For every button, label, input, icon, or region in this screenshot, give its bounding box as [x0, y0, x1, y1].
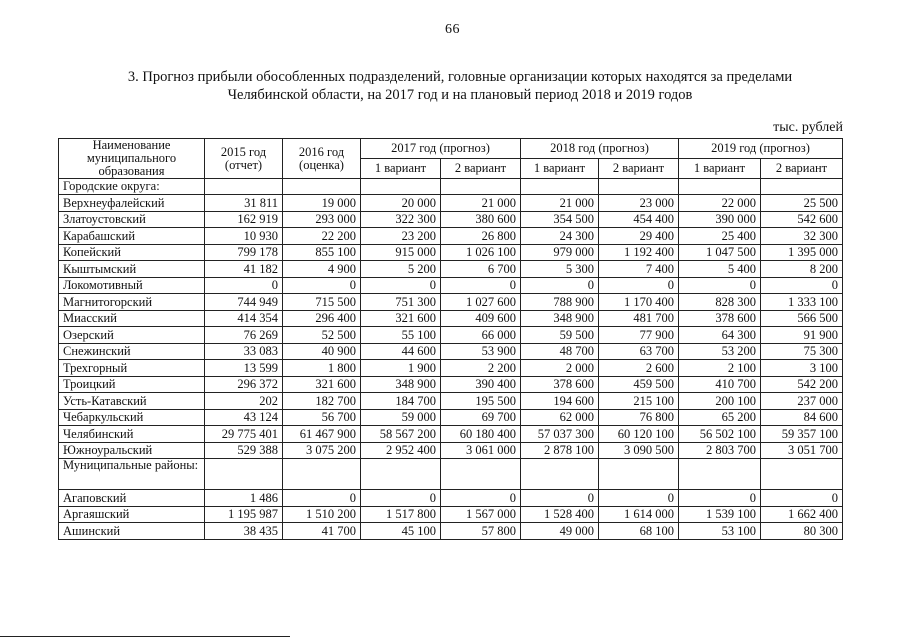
row-value-cell: 76 269: [205, 327, 283, 344]
header-2019-variant-2: 2 вариант: [761, 159, 843, 179]
row-value-cell: 75 300: [761, 343, 843, 360]
row-value-cell: 33 083: [205, 343, 283, 360]
row-value-cell: 66 000: [441, 327, 521, 344]
row-value-cell: 348 900: [361, 376, 441, 393]
row-value-cell: 84 600: [761, 409, 843, 426]
row-value-cell: 1 170 400: [599, 294, 679, 311]
header-2017-variant-1: 1 вариант: [361, 159, 441, 179]
title-line-1: 3. Прогноз прибыли обособленных подразделений, головные организации которых находятся за пределами: [127, 69, 793, 85]
table-row: [59, 211, 843, 228]
row-value-cell: 76 800: [599, 409, 679, 426]
row-name-cell: Копейский: [59, 244, 205, 261]
row-value-cell: 979 000: [521, 244, 599, 261]
row-value-cell: 53 100: [679, 523, 761, 540]
row-value-cell: 59 000: [361, 409, 441, 426]
row-value-cell: 43 124: [205, 409, 283, 426]
row-value-cell: 0: [441, 277, 521, 294]
row-value-cell: 1 486: [205, 490, 283, 507]
row-value-cell: 237 000: [761, 393, 843, 410]
row-name-cell: Челябинский: [59, 426, 205, 443]
row-value-cell: 31 811: [205, 195, 283, 212]
row-value-cell: 1 333 100: [761, 294, 843, 311]
row-value-cell: 48 700: [521, 343, 599, 360]
row-value-cell: 25 400: [679, 228, 761, 245]
row-value-cell: 2 878 100: [521, 442, 599, 459]
row-value-cell: 1 510 200: [283, 506, 361, 523]
row-value-cell: 0: [521, 490, 599, 507]
row-value-cell: 744 949: [205, 294, 283, 311]
row-value-cell: 3 100: [761, 360, 843, 377]
empty-cell: [599, 459, 679, 490]
row-value-cell: 0: [361, 490, 441, 507]
row-value-cell: 55 100: [361, 327, 441, 344]
row-value-cell: 52 500: [283, 327, 361, 344]
row-value-cell: 454 400: [599, 211, 679, 228]
row-value-cell: 63 700: [599, 343, 679, 360]
row-value-cell: 296 372: [205, 376, 283, 393]
row-value-cell: 293 000: [283, 211, 361, 228]
row-name-cell: Локомотивный: [59, 277, 205, 294]
row-value-cell: 0: [441, 490, 521, 507]
section-row-cities: [59, 179, 843, 195]
row-value-cell: 1 614 000: [599, 506, 679, 523]
row-name-cell: Озерский: [59, 327, 205, 344]
row-value-cell: 1 800: [283, 360, 361, 377]
row-value-cell: 6 700: [441, 261, 521, 278]
row-value-cell: 2 803 700: [679, 442, 761, 459]
row-value-cell: 202: [205, 393, 283, 410]
row-value-cell: 529 388: [205, 442, 283, 459]
row-value-cell: 788 900: [521, 294, 599, 311]
empty-cell: [521, 459, 599, 490]
row-name-cell: Кыштымский: [59, 261, 205, 278]
row-value-cell: 53 900: [441, 343, 521, 360]
row-value-cell: 322 300: [361, 211, 441, 228]
header-2019-variant-1: 1 вариант: [679, 159, 761, 179]
header-2018-variant-1: 1 вариант: [521, 159, 599, 179]
row-value-cell: 22 000: [679, 195, 761, 212]
row-value-cell: 0: [283, 490, 361, 507]
header-name: Наименование муниципального образования: [59, 139, 205, 179]
row-name-cell: Карабашский: [59, 228, 205, 245]
empty-cell: [205, 459, 283, 490]
row-value-cell: 4 900: [283, 261, 361, 278]
row-value-cell: 57 800: [441, 523, 521, 540]
row-value-cell: 0: [521, 277, 599, 294]
row-value-cell: 22 200: [283, 228, 361, 245]
table-row: [59, 261, 843, 278]
row-value-cell: 61 467 900: [283, 426, 361, 443]
row-value-cell: 1 662 400: [761, 506, 843, 523]
row-value-cell: 45 100: [361, 523, 441, 540]
row-value-cell: 1 195 987: [205, 506, 283, 523]
row-value-cell: 0: [205, 277, 283, 294]
row-value-cell: 0: [679, 277, 761, 294]
row-name-cell: Агаповский: [59, 490, 205, 507]
row-value-cell: 59 500: [521, 327, 599, 344]
row-value-cell: 3 090 500: [599, 442, 679, 459]
table-row: [59, 409, 843, 426]
section-row-districts: [59, 459, 843, 490]
row-value-cell: 409 600: [441, 310, 521, 327]
row-value-cell: 5 300: [521, 261, 599, 278]
table-row: [59, 360, 843, 377]
row-value-cell: 24 300: [521, 228, 599, 245]
title-line-2: Челябинской области, на 2017 год и на плановый период 2018 и 2019 годов: [227, 87, 693, 103]
table-row: [59, 376, 843, 393]
row-name-cell: Чебаркульский: [59, 409, 205, 426]
row-value-cell: 459 500: [599, 376, 679, 393]
header-2018-variant-2: 2 вариант: [599, 159, 679, 179]
row-value-cell: 56 700: [283, 409, 361, 426]
row-value-cell: 2 200: [441, 360, 521, 377]
row-name-cell: Южноуральский: [59, 442, 205, 459]
header-2015: 2015 год (отчет): [205, 139, 283, 179]
row-value-cell: 19 000: [283, 195, 361, 212]
row-value-cell: 1 047 500: [679, 244, 761, 261]
row-value-cell: 32 300: [761, 228, 843, 245]
row-value-cell: 390 000: [679, 211, 761, 228]
row-value-cell: 8 200: [761, 261, 843, 278]
profit-forecast-table: [58, 138, 843, 540]
row-value-cell: 0: [761, 277, 843, 294]
row-value-cell: 0: [361, 277, 441, 294]
row-value-cell: 200 100: [679, 393, 761, 410]
header-2019: 2019 год (прогноз): [679, 139, 843, 159]
header-2017: 2017 год (прогноз): [361, 139, 521, 159]
row-value-cell: 80 300: [761, 523, 843, 540]
empty-cell: [283, 459, 361, 490]
row-value-cell: 542 200: [761, 376, 843, 393]
row-value-cell: 23 000: [599, 195, 679, 212]
row-name-cell: Усть-Катавский: [59, 393, 205, 410]
row-value-cell: 194 600: [521, 393, 599, 410]
table-row: [59, 244, 843, 261]
table-row: [59, 490, 843, 507]
row-value-cell: 25 500: [761, 195, 843, 212]
row-value-cell: 5 400: [679, 261, 761, 278]
row-value-cell: 62 000: [521, 409, 599, 426]
empty-cell: [761, 459, 843, 490]
row-value-cell: 855 100: [283, 244, 361, 261]
row-value-cell: 26 800: [441, 228, 521, 245]
row-value-cell: 60 180 400: [441, 426, 521, 443]
row-value-cell: 3 061 000: [441, 442, 521, 459]
row-value-cell: 162 919: [205, 211, 283, 228]
table-row: [59, 277, 843, 294]
header-2016: 2016 год (оценка): [283, 139, 361, 179]
row-value-cell: 68 100: [599, 523, 679, 540]
table-row: [59, 393, 843, 410]
row-value-cell: 3 051 700: [761, 442, 843, 459]
row-value-cell: 21 000: [521, 195, 599, 212]
row-value-cell: 64 300: [679, 327, 761, 344]
row-value-cell: 58 567 200: [361, 426, 441, 443]
row-value-cell: 1 900: [361, 360, 441, 377]
row-value-cell: 915 000: [361, 244, 441, 261]
row-value-cell: 13 599: [205, 360, 283, 377]
row-name-cell: Аргаяшский: [59, 506, 205, 523]
document-title: [95, 68, 825, 104]
row-value-cell: 354 500: [521, 211, 599, 228]
row-value-cell: 91 900: [761, 327, 843, 344]
row-value-cell: 20 000: [361, 195, 441, 212]
section-label-cities: Городские округа:: [59, 179, 205, 195]
row-value-cell: 1 395 000: [761, 244, 843, 261]
table-row: [59, 506, 843, 523]
row-name-cell: Магнитогорский: [59, 294, 205, 311]
row-value-cell: 21 000: [441, 195, 521, 212]
row-value-cell: 390 400: [441, 376, 521, 393]
row-value-cell: 0: [599, 490, 679, 507]
row-value-cell: 2 100: [679, 360, 761, 377]
row-value-cell: 41 700: [283, 523, 361, 540]
row-value-cell: 566 500: [761, 310, 843, 327]
row-value-cell: 3 075 200: [283, 442, 361, 459]
row-name-cell: Ашинский: [59, 523, 205, 540]
row-value-cell: 481 700: [599, 310, 679, 327]
table-row: [59, 294, 843, 311]
empty-cell: [441, 459, 521, 490]
row-value-cell: 41 182: [205, 261, 283, 278]
row-value-cell: 53 200: [679, 343, 761, 360]
row-value-cell: 296 400: [283, 310, 361, 327]
row-value-cell: 60 120 100: [599, 426, 679, 443]
row-value-cell: 542 600: [761, 211, 843, 228]
table-row: [59, 523, 843, 540]
row-value-cell: 10 930: [205, 228, 283, 245]
row-value-cell: 2 952 400: [361, 442, 441, 459]
section-label-districts: Муниципальные районы:: [59, 459, 205, 490]
table-row: [59, 442, 843, 459]
row-name-cell: Снежинский: [59, 343, 205, 360]
row-value-cell: 378 600: [679, 310, 761, 327]
row-value-cell: 57 037 300: [521, 426, 599, 443]
table-row: [59, 426, 843, 443]
row-value-cell: 1 517 800: [361, 506, 441, 523]
row-value-cell: 321 600: [283, 376, 361, 393]
row-value-cell: 828 300: [679, 294, 761, 311]
row-value-cell: 5 200: [361, 261, 441, 278]
row-value-cell: 0: [283, 277, 361, 294]
units-label: тыс. рублей: [773, 120, 843, 135]
header-2018: 2018 год (прогноз): [521, 139, 679, 159]
row-value-cell: 182 700: [283, 393, 361, 410]
row-value-cell: 7 400: [599, 261, 679, 278]
empty-cell: [361, 459, 441, 490]
row-value-cell: 0: [599, 277, 679, 294]
row-value-cell: 380 600: [441, 211, 521, 228]
row-value-cell: 348 900: [521, 310, 599, 327]
row-value-cell: 799 178: [205, 244, 283, 261]
row-value-cell: 2 600: [599, 360, 679, 377]
row-value-cell: 38 435: [205, 523, 283, 540]
header-row-years: [59, 139, 843, 159]
row-name-cell: Трехгорный: [59, 360, 205, 377]
row-value-cell: 29 400: [599, 228, 679, 245]
row-value-cell: 2 000: [521, 360, 599, 377]
header-2017-variant-2: 2 вариант: [441, 159, 521, 179]
footer-rule: [0, 636, 290, 637]
row-value-cell: 59 357 100: [761, 426, 843, 443]
row-value-cell: 77 900: [599, 327, 679, 344]
row-value-cell: 69 700: [441, 409, 521, 426]
row-value-cell: 56 502 100: [679, 426, 761, 443]
row-value-cell: 1 539 100: [679, 506, 761, 523]
row-value-cell: 40 900: [283, 343, 361, 360]
table-row: [59, 327, 843, 344]
table-row: [59, 343, 843, 360]
row-value-cell: 715 500: [283, 294, 361, 311]
row-value-cell: 321 600: [361, 310, 441, 327]
row-value-cell: 1 192 400: [599, 244, 679, 261]
row-value-cell: 751 300: [361, 294, 441, 311]
row-name-cell: Златоустовский: [59, 211, 205, 228]
row-value-cell: 23 200: [361, 228, 441, 245]
row-name-cell: Верхнеуфалейский: [59, 195, 205, 212]
empty-cell: [679, 459, 761, 490]
row-name-cell: Троицкий: [59, 376, 205, 393]
row-value-cell: 1 027 600: [441, 294, 521, 311]
row-value-cell: 49 000: [521, 523, 599, 540]
row-value-cell: 195 500: [441, 393, 521, 410]
row-value-cell: 184 700: [361, 393, 441, 410]
row-value-cell: 44 600: [361, 343, 441, 360]
row-value-cell: 414 354: [205, 310, 283, 327]
row-value-cell: 0: [761, 490, 843, 507]
table-row: [59, 228, 843, 245]
row-value-cell: 29 775 401: [205, 426, 283, 443]
page-number: 66: [445, 22, 460, 37]
table-row: [59, 195, 843, 212]
row-name-cell: Миасский: [59, 310, 205, 327]
row-value-cell: 1 026 100: [441, 244, 521, 261]
row-value-cell: 65 200: [679, 409, 761, 426]
row-value-cell: 1 567 000: [441, 506, 521, 523]
row-value-cell: 378 600: [521, 376, 599, 393]
row-value-cell: 410 700: [679, 376, 761, 393]
row-value-cell: 0: [679, 490, 761, 507]
table-row: [59, 310, 843, 327]
row-value-cell: 1 528 400: [521, 506, 599, 523]
row-value-cell: 215 100: [599, 393, 679, 410]
